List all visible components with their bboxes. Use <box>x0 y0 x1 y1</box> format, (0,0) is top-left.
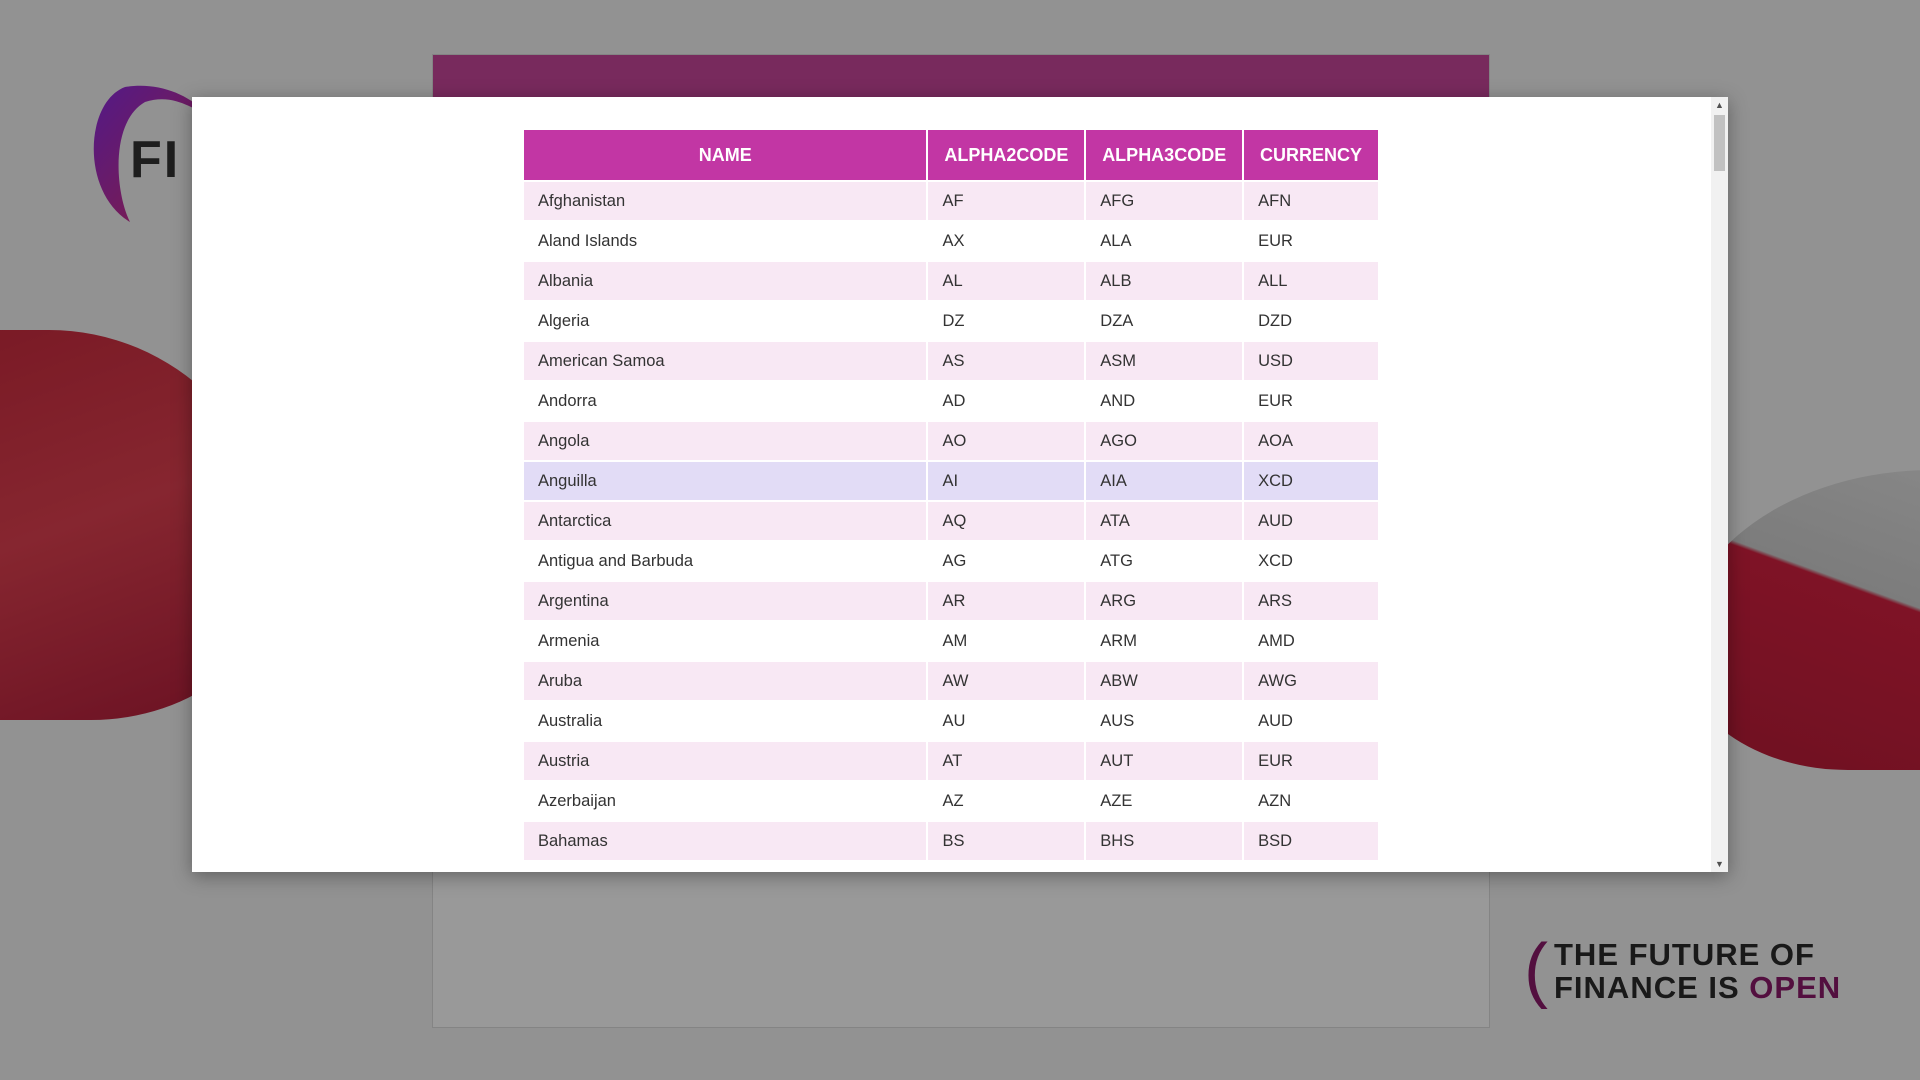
brand-logo-text: FI <box>130 131 181 189</box>
table-cell-alpha2: AD <box>928 382 1084 420</box>
table-cell-name: Austria <box>524 742 926 780</box>
table-cell-currency: EUR <box>1244 222 1378 260</box>
table-cell-currency: AUD <box>1244 702 1378 740</box>
table-cell-name: Armenia <box>524 622 926 660</box>
table-cell-alpha2: AR <box>928 582 1084 620</box>
tagline-line-2-accent: OPEN <box>1749 970 1842 1005</box>
table-row[interactable] <box>524 422 1378 460</box>
table-row[interactable] <box>524 622 1378 660</box>
table-cell-alpha2: AW <box>928 662 1084 700</box>
table-cell-currency: AZN <box>1244 782 1378 820</box>
table-cell-name: Andorra <box>524 382 926 420</box>
table-row[interactable] <box>524 662 1378 700</box>
table-cell-name: Angola <box>524 422 926 460</box>
table-header-row <box>524 130 1378 180</box>
table-cell-alpha3: AND <box>1086 382 1242 420</box>
table-cell-alpha2: AS <box>928 342 1084 380</box>
table-cell-currency: AFN <box>1244 182 1378 220</box>
table-cell-alpha3: DZA <box>1086 302 1242 340</box>
table-cell-name: Australia <box>524 702 926 740</box>
table-row[interactable] <box>524 702 1378 740</box>
tagline-line-2-prefix: FINANCE IS <box>1554 970 1750 1005</box>
country-codes-table <box>522 128 1380 862</box>
table-cell-alpha2: AQ <box>928 502 1084 540</box>
table-cell-alpha2: DZ <box>928 302 1084 340</box>
table-row[interactable] <box>524 182 1378 220</box>
table-cell-alpha2: AG <box>928 542 1084 580</box>
table-cell-alpha3: ATG <box>1086 542 1242 580</box>
table-cell-name: Antarctica <box>524 502 926 540</box>
table-cell-alpha2: AX <box>928 222 1084 260</box>
table-cell-name: Antigua and Barbuda <box>524 542 926 580</box>
tagline-line-1: THE FUTURE OF <box>1554 937 1815 972</box>
table-cell-alpha3: AGO <box>1086 422 1242 460</box>
table-row[interactable] <box>524 382 1378 420</box>
table-cell-name: Afghanistan <box>524 182 926 220</box>
table-row[interactable] <box>524 342 1378 380</box>
table-cell-alpha3: AFG <box>1086 182 1242 220</box>
table-cell-currency: XCD <box>1244 462 1378 500</box>
table-cell-currency: AWG <box>1244 662 1378 700</box>
table-cell-name: American Samoa <box>524 342 926 380</box>
country-codes-modal <box>192 97 1728 872</box>
modal-scroll-area[interactable] <box>192 97 1711 872</box>
table-cell-currency: ALL <box>1244 262 1378 300</box>
table-cell-alpha3: BHS <box>1086 822 1242 860</box>
table-cell-name: Anguilla <box>524 462 926 500</box>
table-row[interactable] <box>524 782 1378 820</box>
table-cell-alpha3: AZE <box>1086 782 1242 820</box>
scroll-up-arrow-icon[interactable]: ▲ <box>1715 100 1724 110</box>
modal-scrollbar[interactable] <box>1711 97 1728 872</box>
table-cell-alpha2: AF <box>928 182 1084 220</box>
scroll-down-arrow-icon[interactable]: ▼ <box>1715 859 1724 869</box>
tagline-paren: ( <box>1524 930 1549 1010</box>
table-cell-alpha2: AO <box>928 422 1084 460</box>
table-cell-alpha3: ABW <box>1086 662 1242 700</box>
table-cell-alpha3: ALB <box>1086 262 1242 300</box>
table-cell-name: Aruba <box>524 662 926 700</box>
table-cell-currency: ARS <box>1244 582 1378 620</box>
table-cell-alpha2: AZ <box>928 782 1084 820</box>
table-cell-alpha3: AUS <box>1086 702 1242 740</box>
table-row[interactable] <box>524 302 1378 340</box>
table-cell-alpha2: AU <box>928 702 1084 740</box>
table-row[interactable] <box>524 462 1378 500</box>
table-cell-currency: EUR <box>1244 382 1378 420</box>
table-cell-name: Argentina <box>524 582 926 620</box>
table-cell-currency: AOA <box>1244 422 1378 460</box>
scrollbar-thumb[interactable] <box>1714 115 1725 171</box>
table-cell-name: Algeria <box>524 302 926 340</box>
table-cell-name: Azerbaijan <box>524 782 926 820</box>
table-row[interactable] <box>524 822 1378 860</box>
column-header-alpha2code: ALPHA2CODE <box>928 130 1084 180</box>
column-header-currency: CURRENCY <box>1244 130 1378 180</box>
table-cell-alpha3: ARM <box>1086 622 1242 660</box>
table-row[interactable] <box>524 542 1378 580</box>
table-row[interactable] <box>524 502 1378 540</box>
table-cell-alpha2: AT <box>928 742 1084 780</box>
table-cell-alpha3: ATA <box>1086 502 1242 540</box>
table-body <box>524 182 1378 860</box>
table-cell-alpha3: AUT <box>1086 742 1242 780</box>
table-cell-currency: XCD <box>1244 542 1378 580</box>
table-cell-alpha3: ASM <box>1086 342 1242 380</box>
table-cell-currency: BSD <box>1244 822 1378 860</box>
table-cell-name: Albania <box>524 262 926 300</box>
table-cell-alpha2: AM <box>928 622 1084 660</box>
table-cell-alpha3: ALA <box>1086 222 1242 260</box>
table-cell-alpha3: AIA <box>1086 462 1242 500</box>
table-row[interactable] <box>524 742 1378 780</box>
table-row[interactable] <box>524 262 1378 300</box>
table-cell-currency: DZD <box>1244 302 1378 340</box>
table-cell-alpha2: AL <box>928 262 1084 300</box>
column-header-name: NAME <box>524 130 926 180</box>
table-cell-currency: USD <box>1244 342 1378 380</box>
table-row[interactable] <box>524 222 1378 260</box>
table-cell-name: Aland Islands <box>524 222 926 260</box>
table-row[interactable] <box>524 582 1378 620</box>
table-cell-name: Bahamas <box>524 822 926 860</box>
table-cell-currency: AUD <box>1244 502 1378 540</box>
column-header-alpha3code: ALPHA3CODE <box>1086 130 1242 180</box>
table-cell-currency: EUR <box>1244 742 1378 780</box>
table-cell-alpha3: ARG <box>1086 582 1242 620</box>
table-cell-alpha2: BS <box>928 822 1084 860</box>
table-cell-currency: AMD <box>1244 622 1378 660</box>
table-cell-alpha2: AI <box>928 462 1084 500</box>
